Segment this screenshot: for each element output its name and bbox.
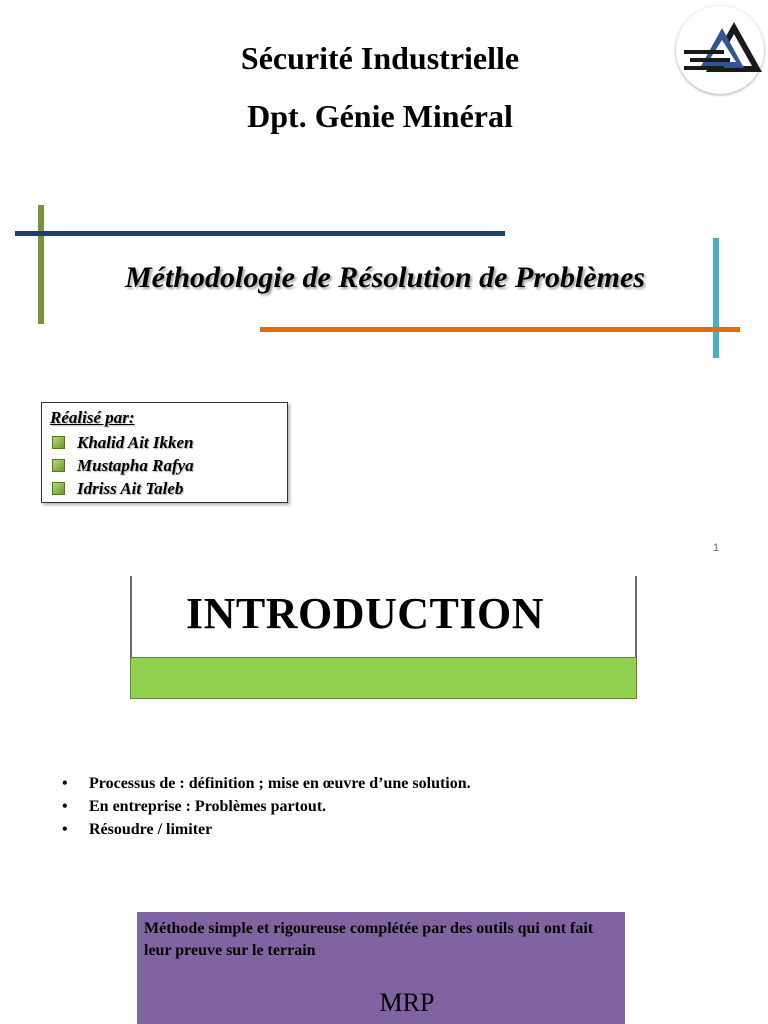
school-logo-icon (676, 6, 764, 94)
author-item (52, 454, 194, 477)
bullet-item (62, 818, 471, 841)
section-title: INTRODUCTION (185, 589, 545, 638)
decor-bar-orange-horizontal (260, 327, 740, 332)
bullet-item (62, 795, 471, 818)
slide-title-line2: Dpt. Génie Minéral (247, 98, 513, 134)
authors-heading: Réalisé par: (50, 408, 135, 427)
author-name: Khalid Ait Ikken (77, 433, 194, 452)
author-item (52, 431, 194, 454)
page-number: 1 (713, 542, 720, 554)
bullet-item (62, 772, 471, 795)
bullet-list (62, 772, 471, 841)
method-description: Méthode simple et rigoureuse complétée par des outils qui ont fait leur preuve sur le terrain (144, 920, 594, 959)
method-label: MRP (379, 988, 435, 1017)
decor-bar-blue-horizontal (15, 231, 505, 236)
decor-bar-cyan-vertical (713, 238, 719, 358)
slide-title-line1: Sécurité Industrielle (240, 40, 520, 76)
author-item (52, 477, 194, 500)
bullet-text: Résoudre / limiter (89, 821, 213, 838)
bullet-dot-icon: • (62, 821, 68, 838)
bullet-dot-icon: • (62, 775, 68, 792)
bullet-square-icon (52, 482, 65, 495)
bullet-square-icon (52, 436, 65, 449)
method-box (137, 912, 625, 1024)
title-accent-bar (130, 657, 637, 699)
bullet-dot-icon: • (62, 798, 68, 815)
author-name: Mustapha Rafya (77, 456, 194, 475)
bullet-text: En entreprise : Problèmes partout. (89, 798, 327, 815)
bullet-text: Processus de : définition ; mise en œuvre d’une solution. (89, 775, 471, 792)
presentation-title: Méthodologie de Résolution de Problèmes (125, 261, 645, 294)
decor-bar-green-vertical (38, 205, 44, 324)
author-name: Idriss Ait Taleb (77, 479, 184, 498)
authors-box (41, 402, 288, 503)
bullet-square-icon (52, 459, 65, 472)
